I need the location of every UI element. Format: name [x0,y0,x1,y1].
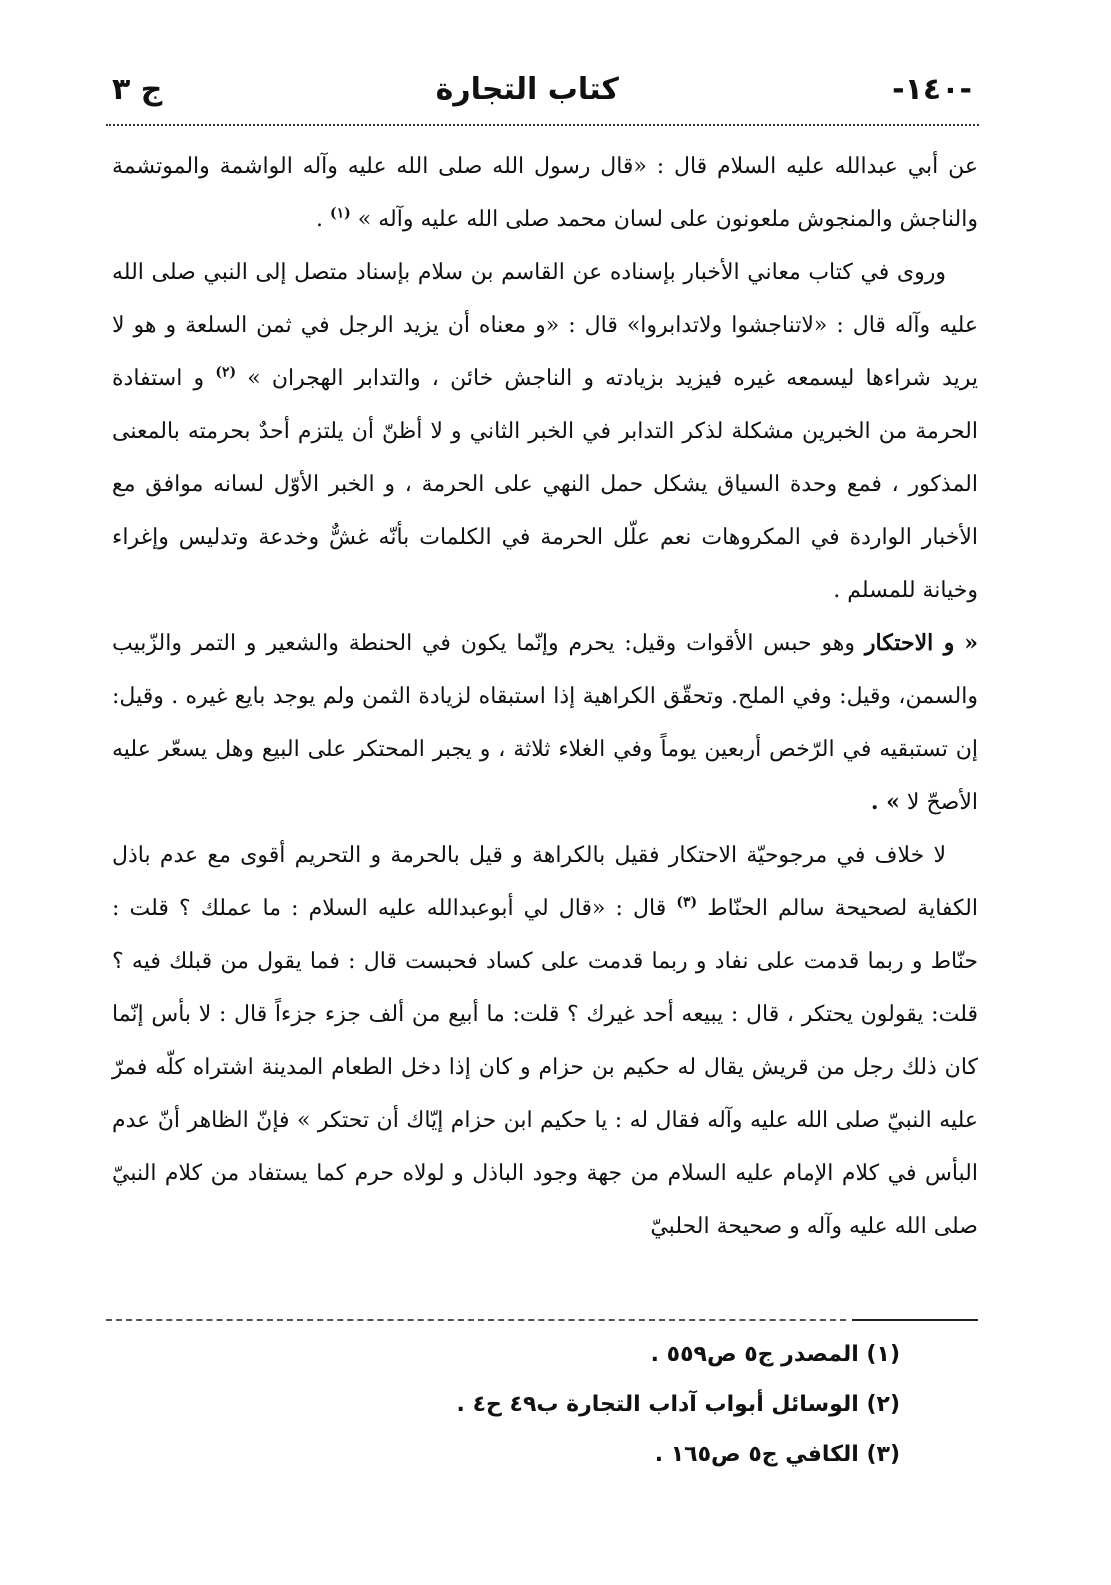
matn-close-bracket: » . [870,789,900,815]
matn-open-bracket: « [964,630,978,656]
paragraph-3-text: وهو حبس الأقوات وقيل: يحرم وإنّما يكون في الحنطة والشعير و التمر والزّبيب والسمن، وقيل: وفي الملح. وتحقّق الكراهية إذا استبقاه لزيادة الثمن ولم يوجد بايع غيره . وقيل: إن تستبقيه في الرّخص أربعين يوماً وفي الغلاء ثلاثة ، و يجبر المحتكر على البيع وهل يسعّر عليه الأصحّ لا [112,631,978,815]
footnote-dashed-line [106,1319,846,1321]
footnotes [300,1330,900,1480]
paragraph-4 [112,829,978,1253]
paragraph-2-cont: و استفادة الحرمة من الخبرين مشكلة لذكر التدابر في الخبر الثاني و لا أظنّ أن يلتزم أحدٌ بحرمته بالمعنى المذكور ، فمع وحدة السياق يشكل حمل النهي على الحرمة ، و الخبر الأوّل لسانه موافق مع الأخبار الواردة في المكروهات نعم علّل الحرمة في الكلمات بأنّه غشٌّ وخدعة وتدليس وإغراء وخيانة للمسلم . [112,366,978,603]
footnote-separator [852,1319,978,1321]
matn-term: و الاحتكار [864,630,955,656]
footnote-ref-3: (٣) [676,894,698,911]
running-header [112,62,972,116]
paragraph-1-end: . [316,207,324,232]
footnote-1: (١) المصدر ج٥ ص٥٥٩ . [650,1342,900,1367]
page-number: -١٤٠- [892,71,972,107]
main-text [112,140,978,1253]
footnote-2: (٢) الوسائل أبواب آداب التجارة ب٤٩ ح٤ . [456,1392,900,1417]
paragraph-1 [112,140,978,246]
paragraph-3 [112,617,978,829]
paragraph-2-text: وروى في كتاب معاني الأخبار بإسناده عن القاسم بن سلام بإسناد متصل إلى النبي صلى الله عليه وآله قال : «لاتناجشوا ولاتدابروا» قال : «و معناه أن يزيد الرجل في ثمن السلعة و هو لا يريد شراءها ليسمعه غيره فيزيد بزيادته و الناجش خائن ، والتدابر الهجران » [112,260,978,391]
footnote-ref-2: (٢) [215,364,237,381]
paragraph-4-cont: قال : «قال لي أبوعبدالله عليه السلام : ما عملك ؟ قلت : حنّاط و ربما قدمت على نفاد و ربما قدمت على كساد فحبست قال : فما يقول من قبلك فيه ؟ قلت: يقولون يحتكر ، قال : يبيعه أحد غيرك ؟ قلت: ما أبيع من ألف جزء جزءاً قال : لا بأس إنّما كان ذلك رجل من قريش يقال له حكيم بن حزام و كان إذا دخل الطعام المدينة اشتراه كلّه فمرّ عليه النبيّ صلى الله عليه وآله فقال له : يا حكيم ابن حزام إيّاك أن تحتكر » فإنّ الظاهر أنّ عدم البأس في كلام الإمام عليه السلام من جهة وجود الباذل و لولاه حرم كما يستفاد من كلام النبيّ صلى الله عليه وآله و صحيحة الحلبيّ [112,896,978,1239]
footnote-ref-1: (١) [330,205,351,222]
volume-label: ج ٣ [112,71,163,107]
paragraph-1-text: عن أبي عبدالله عليه السلام قال : «قال رسول الله صلى الله عليه وآله الواشمة والموتشمة والناجش والمنجوش ملعونون على لسان محمد صلى الله عليه وآله » [112,154,978,232]
footnote-3: (٣) الكافي ج٥ ص١٦٥ . [654,1442,900,1467]
paragraph-2 [112,246,978,617]
paragraph-4-text: لا خلاف في مرجوحيّة الاحتكار فقيل بالكراهة و قيل بالحرمة و التحريم أقوى مع عدم باذل الكفاية لصحيحة سالم الحنّاط [112,843,979,921]
header-divider [106,124,979,126]
book-title: كتاب التجارة [435,71,619,107]
